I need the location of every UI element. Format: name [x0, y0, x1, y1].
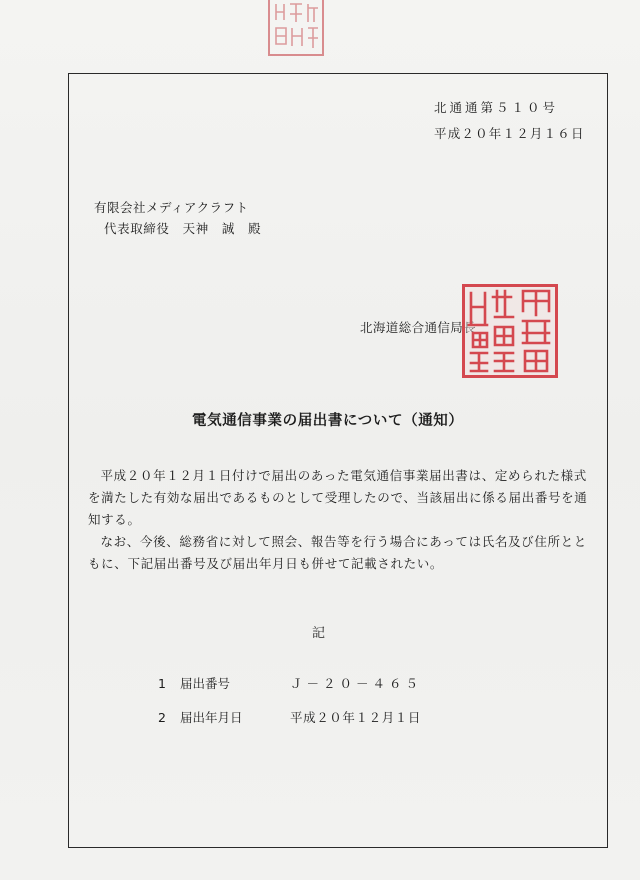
record-heading: 記 [312, 626, 326, 641]
body-paragraph: なお、今後、総務省に対して照会、報告等を行う場合にあっては氏名及び住所とともに、下記届出番号及び届出年月日も併せて記載されたい。 [88, 534, 587, 571]
item-value: Ｊ－２０－４６５ [290, 676, 423, 691]
reference-number: 北通通第５１０号 [434, 100, 559, 115]
document-title: 電気通信事業の届出書について（通知） [192, 413, 464, 429]
issue-date: 平成２０年１２月１６日 [434, 126, 585, 141]
item-label: 届出年月日 [180, 710, 243, 725]
document-body [88, 465, 588, 575]
recipient-representative: 代表取締役 天神 誠 殿 [104, 221, 262, 236]
item-number: 1 [158, 676, 166, 691]
body-paragraph: 平成２０年１２月１日付けで届出のあった電気通信事業届出書は、定められた様式を満たした有効な届出であるものとして受理したので、当該届出に係る届出番号を通知する。 [88, 468, 588, 527]
item-label: 届出番号 [180, 676, 231, 691]
sender-title: 北海道総合通信局長 [360, 320, 477, 335]
recipient-company: 有限会社メディアクラフト [94, 200, 249, 215]
item-value: 平成２０年１２月１日 [290, 710, 422, 725]
document-frame [68, 73, 608, 848]
official-seal [462, 284, 558, 378]
item-number: 2 [158, 710, 166, 725]
top-seal-stamp [268, 0, 324, 56]
